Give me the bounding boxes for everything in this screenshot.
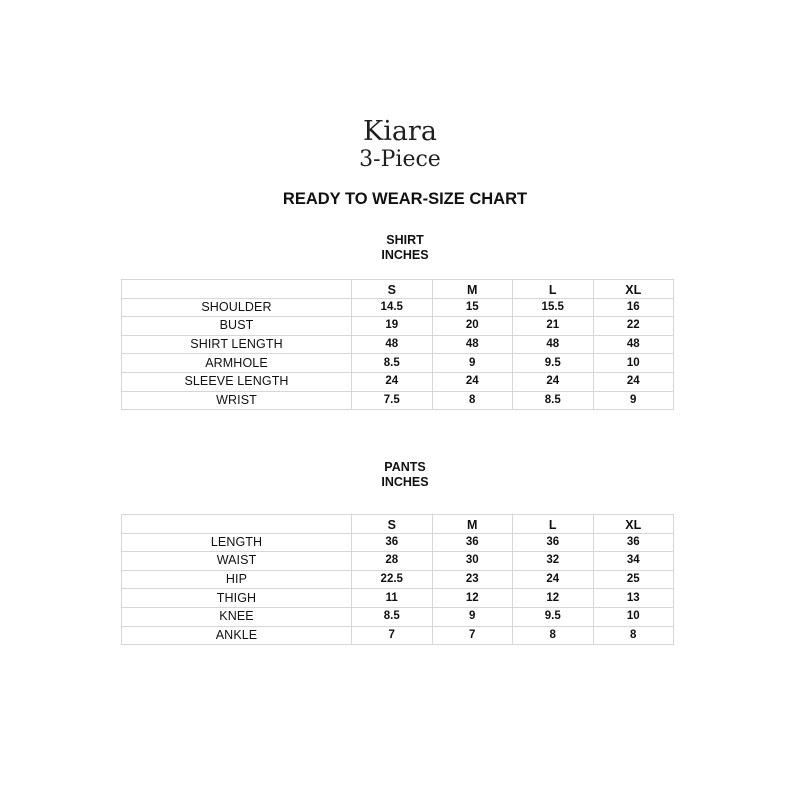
cell-value: 9.5 [513,607,594,626]
shirt-section-heading [0,233,800,263]
cell-value: 48 [432,335,513,354]
cell-value: 20 [432,317,513,336]
cell-value: 25 [593,570,674,589]
pants-size-header-s: S [352,515,433,534]
cell-value: 34 [593,552,674,571]
row-label: KNEE [122,607,352,626]
cell-value: 10 [593,607,674,626]
cell-value: 24 [593,372,674,391]
row-label: BUST [122,317,352,336]
cell-value: 12 [432,589,513,608]
table-row [122,607,674,626]
cell-value: 22.5 [352,570,433,589]
cell-value: 15 [432,298,513,317]
cell-value: 12 [513,589,594,608]
cell-value: 48 [513,335,594,354]
table-row [122,335,674,354]
shirt-size-header-l: L [513,280,594,299]
row-label: HIP [122,570,352,589]
row-label: LENGTH [122,533,352,552]
cell-value: 7.5 [352,391,433,410]
cell-value: 24 [513,372,594,391]
cell-value: 36 [432,533,513,552]
row-label: WRIST [122,391,352,410]
pants-header-row [122,515,674,534]
shirt-size-table [121,279,674,410]
shirt-heading: SHIRT [386,233,424,247]
cell-value: 30 [432,552,513,571]
cell-value: 48 [593,335,674,354]
shirt-size-header-m: M [432,280,513,299]
shirt-header-row [122,280,674,299]
cell-value: 8.5 [352,354,433,373]
cell-value: 24 [513,570,594,589]
cell-value: 36 [593,533,674,552]
table-row [122,391,674,410]
pants-size-header-l: L [513,515,594,534]
cell-value: 8 [432,391,513,410]
cell-value: 7 [432,626,513,645]
pants-heading: PANTS [384,460,426,474]
cell-value: 24 [352,372,433,391]
pants-section-heading [0,460,800,490]
row-label: SLEEVE LENGTH [122,372,352,391]
cell-value: 9 [432,607,513,626]
cell-value: 16 [593,298,674,317]
cell-value: 28 [352,552,433,571]
table-row [122,533,674,552]
brand-name: Kiara [363,116,437,147]
table-row [122,317,674,336]
cell-value: 21 [513,317,594,336]
pants-size-table [121,514,674,645]
cell-value: 36 [513,533,594,552]
cell-value: 9.5 [513,354,594,373]
pants-size-header-xl: XL [593,515,674,534]
shirt-size-header-s: S [352,280,433,299]
table-row [122,589,674,608]
cell-value: 8 [593,626,674,645]
row-label: WAIST [122,552,352,571]
cell-value: 8.5 [352,607,433,626]
cell-value: 8.5 [513,391,594,410]
cell-value: 23 [432,570,513,589]
cell-value: 24 [432,372,513,391]
cell-value: 14.5 [352,298,433,317]
table-row [122,570,674,589]
cell-value: 13 [593,589,674,608]
table-row [122,298,674,317]
table-row [122,552,674,571]
table-row [122,354,674,373]
row-label: ARMHOLE [122,354,352,373]
cell-value: 10 [593,354,674,373]
table-row [122,372,674,391]
cell-value: 19 [352,317,433,336]
pants-unit: INCHES [381,475,429,489]
table-row [122,626,674,645]
row-label: THIGH [122,589,352,608]
size-chart-title: READY TO WEAR-SIZE CHART [282,190,528,208]
cell-value: 11 [352,589,433,608]
shirt-unit: INCHES [381,248,429,262]
cell-value: 36 [352,533,433,552]
row-label: ANKLE [122,626,352,645]
cell-value: 9 [593,391,674,410]
row-label: SHOULDER [122,298,352,317]
shirt-header-blank [122,280,352,299]
cell-value: 8 [513,626,594,645]
cell-value: 7 [352,626,433,645]
brand-subtitle: 3-Piece [359,147,441,172]
shirt-size-header-xl: XL [593,280,674,299]
cell-value: 9 [432,354,513,373]
cell-value: 15.5 [513,298,594,317]
cell-value: 48 [352,335,433,354]
cell-value: 32 [513,552,594,571]
pants-header-blank [122,515,352,534]
cell-value: 22 [593,317,674,336]
pants-size-header-m: M [432,515,513,534]
row-label: SHIRT LENGTH [122,335,352,354]
